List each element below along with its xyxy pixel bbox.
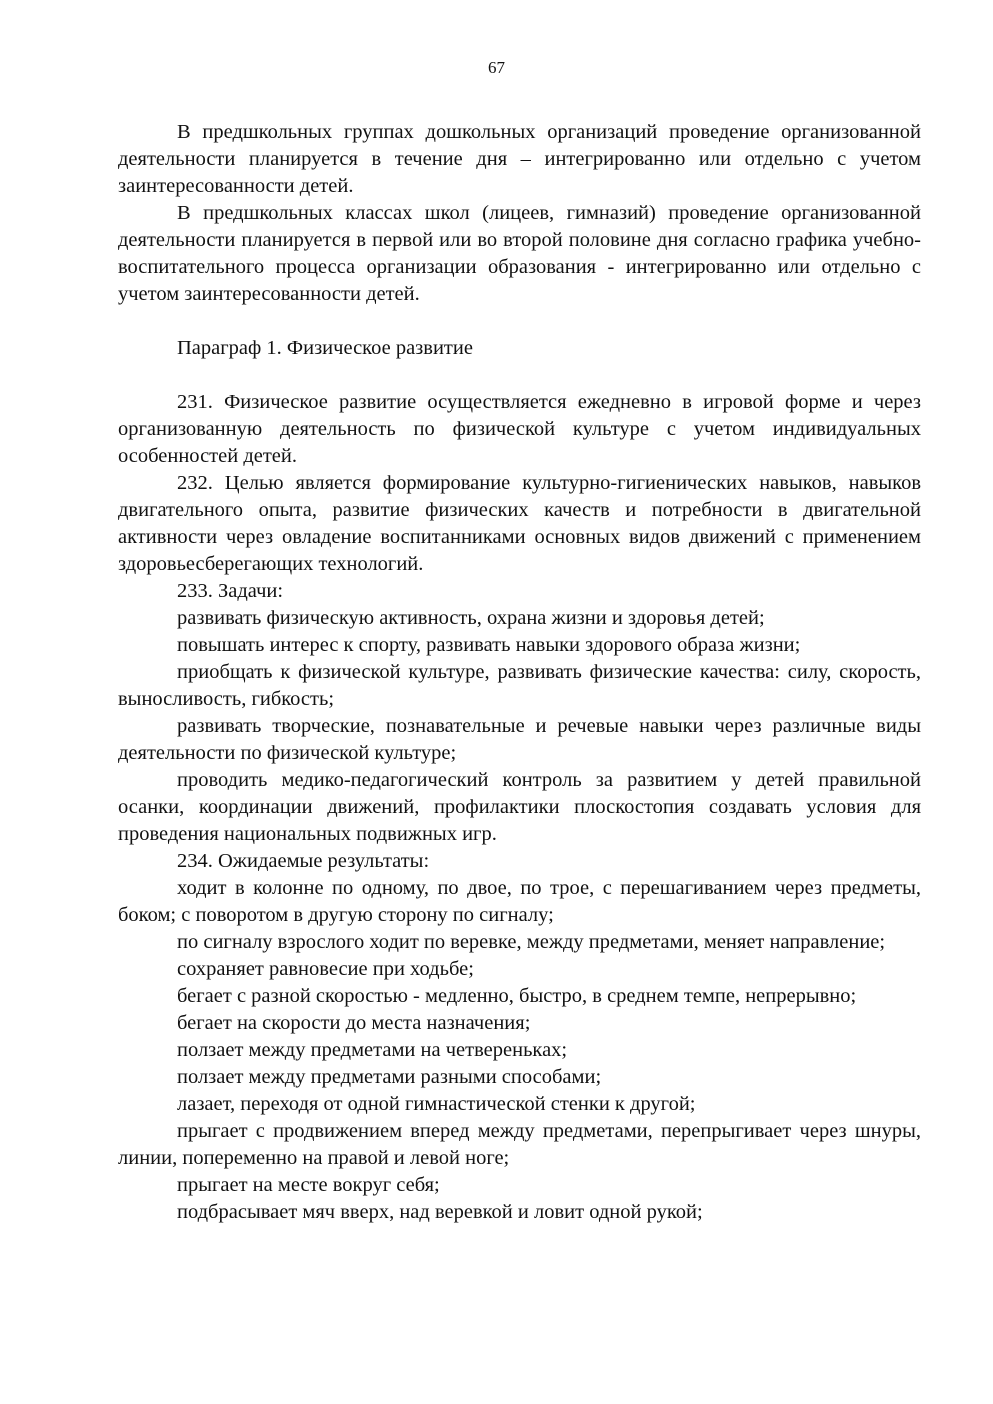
paragraph: В предшкольных группах дошкольных организаций проведение организованной деятельности планируется в течение дня – интегрированно или отдельно с учетом заинтересованности детей. <box>118 121 921 197</box>
page-number: 67 <box>488 58 505 77</box>
section-item: развивать творческие, познавательные и речевые навыки через различные виды деятельности по физической культуре; <box>118 715 921 764</box>
section-item: ползает между предметами разными способами; <box>177 1066 602 1088</box>
paragraph: В предшкольных классах школ (лицеев, гимназий) проведение организованной деятельности планируется в первой или во второй половине дня согласно графика учебно-воспитательного процесса организации образования - интегрированно или отдельно с учетом заинтересованности детей. <box>118 202 921 305</box>
section-item: 232. Целью является формирование культурно-гигиенических навыков, навыков двигательного опыта, развитие физических качеств и потребности в двигательной активности через овладение воспитанниками основных видов движений с применением здоровьесберегающих технологий. <box>118 472 921 575</box>
section-item: ходит в колонне по одному, по двое, по трое, с перешагиванием через предметы, боком; с поворотом в другую сторону по сигналу; <box>118 877 921 926</box>
section-item: 234. Ожидаемые результаты: <box>177 850 430 872</box>
section-item: развивать физическую активность, охрана жизни и здоровья детей; <box>177 607 765 629</box>
section-item: проводить медико-педагогический контроль за развитием у детей правильной осанки, координации движений, профилактики плоскостопия создавать условия для проведения национальных подвижных игр. <box>118 769 921 845</box>
section-item: повышать интерес к спорту, развивать навыки здорового образа жизни; <box>177 634 801 656</box>
section-item: бегает с разной скоростью - медленно, быстро, в среднем темпе, непрерывно; <box>177 985 857 1007</box>
section-item: прыгает с продвижением вперед между предметами, перепрыгивает через шнуры, линии, попеременно на правой и левой ноге; <box>118 1120 921 1169</box>
section-item: по сигналу взрослого ходит по веревке, между предметами, меняет направление; <box>177 931 886 953</box>
section-item: 233. Задачи: <box>177 580 284 602</box>
section-item: ползает между предметами на четвереньках; <box>177 1039 568 1061</box>
section-item: приобщать к физической культуре, развивать физические качества: силу, скорость, выносливость, гибкость; <box>118 661 921 710</box>
section-item: сохраняет равновесие при ходьбе; <box>177 958 474 980</box>
section-item: 231. Физическое развитие осуществляется ежедневно в игровой форме и через организованную деятельность по физической культуре с учетом индивидуальных особенностей детей. <box>118 391 921 467</box>
section-item: бегает на скорости до места назначения; <box>177 1012 531 1034</box>
section-heading: Параграф 1. Физическое развитие <box>177 337 473 359</box>
section-item: лазает, переходя от одной гимнастической стенки к другой; <box>177 1093 696 1115</box>
section-item: подбрасывает мяч вверх, над веревкой и ловит одной рукой; <box>177 1201 703 1223</box>
document-body <box>118 119 921 1226</box>
section-item: прыгает на месте вокруг себя; <box>177 1174 440 1196</box>
